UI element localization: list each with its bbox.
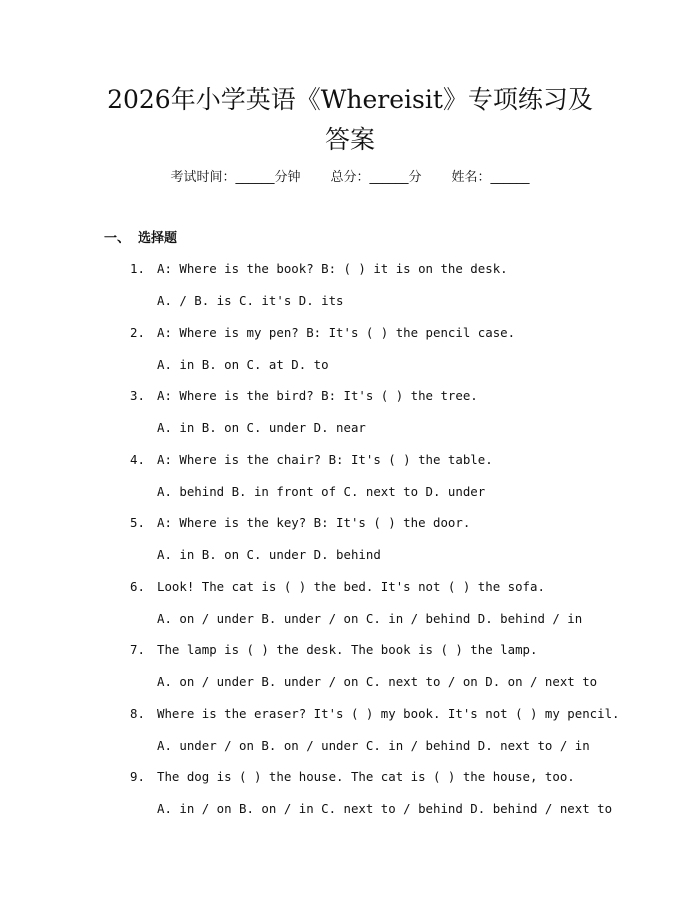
question-number: 7. [130,642,145,657]
question-options: A. in B. on C. at D. to [157,356,329,372]
question-number: 6. [130,578,145,594]
question-stem: A: Where is the key? B: It's ( ) the door. [157,515,471,530]
question-stem: A: Where is my pen? B: It's ( ) the pencil case. [157,324,516,340]
question-options: A. on / under B. under / on C. in / behind D. behind / in [157,610,583,626]
question-number: 3. [130,388,145,403]
question-options: A. in B. on C. under D. behind [157,547,381,562]
question-stem: The dog is ( ) the house. The cat is ( ) the house, too. [157,769,575,784]
question-options: A. under / on B. on / under C. in / behind D. next to / in [157,737,590,753]
question-number: 4. [130,451,145,467]
exam-time: 考试时间：______分钟 [170,170,301,185]
document-title [60,80,640,160]
question-number: 5. [130,515,145,530]
question-stem: Look! The cat is ( ) the bed. It's not ( ) the sofa. [157,578,545,594]
exam-score: 总分：______分 [330,170,422,185]
question-stem: The lamp is ( ) the desk. The book is ( ) the lamp. [157,642,538,657]
question-options: A. in / on B. on / in C. next to / behind D. behind / next to [157,801,613,816]
exam-name: 姓名：______ [451,170,530,185]
question-stem: Where is the eraser? It's ( ) my book. It's not ( ) my pencil. [157,705,620,721]
question-stem: A: Where is the bird? B: It's ( ) the tree. [157,388,478,403]
question-options: A. in B. on C. under D. near [157,420,366,435]
title-line-2: 答案 [324,125,375,154]
exam-meta [0,168,700,188]
question-number: 8. [130,705,145,721]
question-options: A. on / under B. under / on C. next to / on D. on / next to [157,674,598,689]
section-label: 选择题 [138,231,178,246]
section-number: 一、 [104,231,131,246]
title-line-1: 2026年小学英语《Whereisit》专项练习及 [107,85,593,114]
question-options: A. behind B. in front of C. next to D. under [157,483,486,499]
question-stem: A: Where is the chair? B: It's ( ) the table. [157,451,493,467]
question-number: 2. [130,324,145,340]
question-options: A. / B. is C. it's D. its [157,293,344,308]
question-stem: A: Where is the book? B: ( ) it is on the desk. [157,261,508,276]
section-heading [104,229,177,249]
question-number: 1. [130,261,145,276]
question-number: 9. [130,769,145,784]
